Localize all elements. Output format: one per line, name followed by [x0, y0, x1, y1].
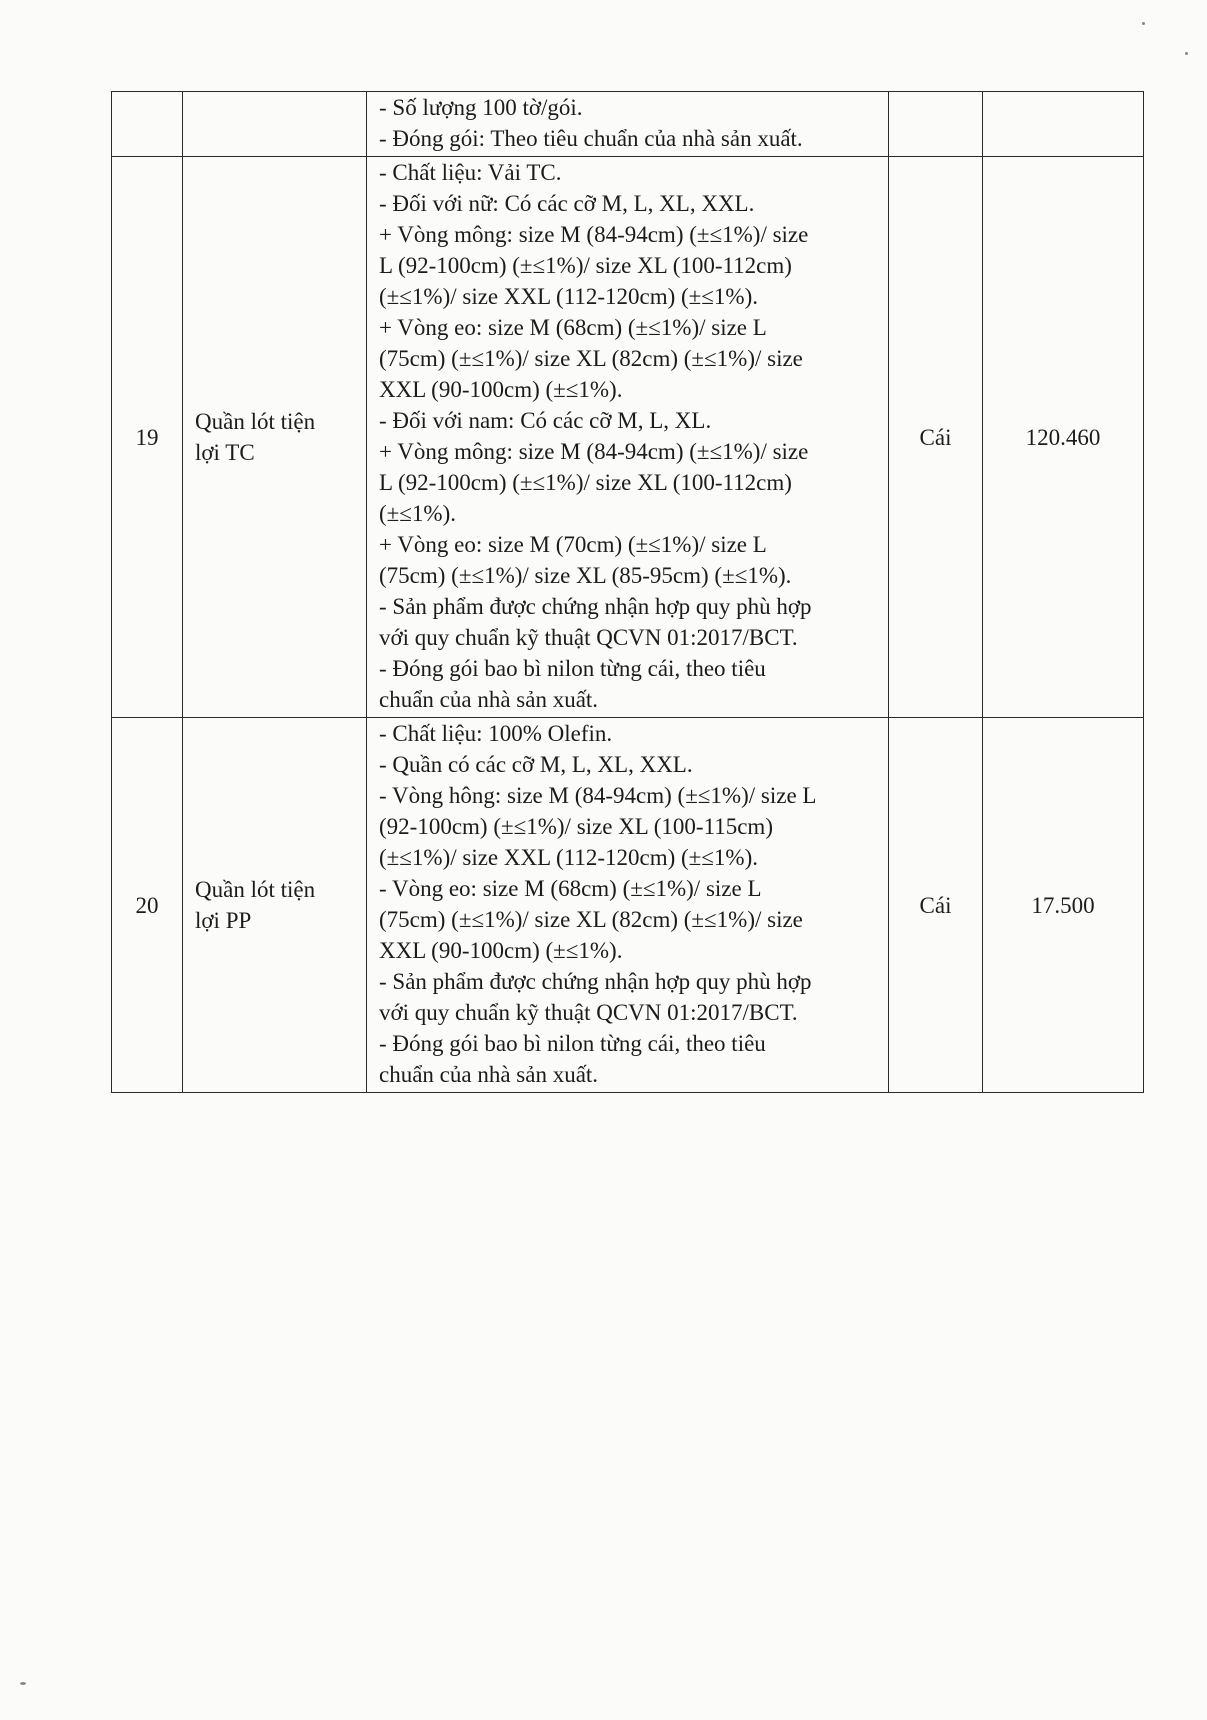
table-row	[112, 92, 1144, 157]
stt-cell	[112, 92, 183, 157]
spec-line: - Quần có các cỡ M, L, XL, XXL.	[379, 752, 693, 777]
spec-line: L (92-100cm) (±≤1%)/ size XL (100-112cm)	[379, 253, 792, 278]
product-name-cell	[183, 718, 367, 1093]
unit-cell	[889, 92, 983, 157]
spec-line: - Đối với nam: Có các cỡ M, L, XL.	[379, 408, 712, 433]
unit-cell: Cái	[889, 157, 983, 718]
product-spec-table	[111, 91, 1144, 1093]
quantity-cell	[983, 92, 1144, 157]
spec-line: - Đóng gói bao bì nilon từng cái, theo tiêu	[379, 1031, 766, 1056]
spec-line: (±≤1%).	[379, 501, 456, 526]
spec-line: - Vòng hông: size M (84-94cm) (±≤1%)/ size L	[379, 783, 817, 808]
quantity-cell: 120.460	[983, 157, 1144, 718]
spec-cell	[367, 92, 889, 157]
spec-line: - Đối với nữ: Có các cỡ M, L, XL, XXL.	[379, 191, 755, 216]
scan-speck	[1185, 52, 1188, 55]
spec-line: + Vòng eo: size M (70cm) (±≤1%)/ size L	[379, 532, 767, 557]
product-name-line: lợi PP	[195, 908, 252, 933]
spec-line: - Đóng gói bao bì nilon từng cái, theo tiêu	[379, 656, 766, 681]
scan-speck	[1142, 22, 1145, 25]
stt-cell: 20	[112, 718, 183, 1093]
spec-line: + Vòng mông: size M (84-94cm) (±≤1%)/ size	[379, 222, 809, 247]
product-name-line: lợi TC	[195, 440, 255, 465]
product-name-cell	[183, 92, 367, 157]
spec-line: (75cm) (±≤1%)/ size XL (82cm) (±≤1%)/ size	[379, 907, 803, 932]
scan-speck	[20, 1682, 26, 1685]
table-row	[112, 157, 1144, 718]
spec-line: - Sản phẩm được chứng nhận hợp quy phù hợp	[379, 594, 812, 619]
table-body	[112, 92, 1144, 1093]
stt-cell: 19	[112, 157, 183, 718]
spec-line: với quy chuẩn kỹ thuật QCVN 01:2017/BCT.	[379, 1000, 798, 1025]
product-name-cell	[183, 157, 367, 718]
spec-line: chuẩn của nhà sản xuất.	[379, 687, 599, 712]
spec-line: + Vòng mông: size M (84-94cm) (±≤1%)/ size	[379, 439, 809, 464]
product-name-line: Quần lót tiện	[195, 409, 316, 434]
product-name-line: Quần lót tiện	[195, 877, 316, 902]
quantity-cell: 17.500	[983, 718, 1144, 1093]
spec-line: (±≤1%)/ size XXL (112-120cm) (±≤1%).	[379, 284, 758, 309]
spec-line: với quy chuẩn kỹ thuật QCVN 01:2017/BCT.	[379, 625, 798, 650]
spec-line: (±≤1%)/ size XXL (112-120cm) (±≤1%).	[379, 845, 758, 870]
unit-cell: Cái	[889, 718, 983, 1093]
spec-line: - Sản phẩm được chứng nhận hợp quy phù hợp	[379, 969, 812, 994]
spec-line: (75cm) (±≤1%)/ size XL (85-95cm) (±≤1%).	[379, 563, 792, 588]
table-row	[112, 718, 1144, 1093]
spec-line: - Chất liệu: Vải TC.	[379, 160, 562, 185]
spec-line: L (92-100cm) (±≤1%)/ size XL (100-112cm)	[379, 470, 792, 495]
spec-cell	[367, 157, 889, 718]
spec-line: - Số lượng 100 tờ/gói.	[379, 95, 583, 120]
spec-line: (75cm) (±≤1%)/ size XL (82cm) (±≤1%)/ size	[379, 346, 803, 371]
spec-line: - Chất liệu: 100% Olefin.	[379, 721, 613, 746]
spec-line: (92-100cm) (±≤1%)/ size XL (100-115cm)	[379, 814, 773, 839]
spec-line: - Vòng eo: size M (68cm) (±≤1%)/ size L	[379, 876, 762, 901]
spec-line: chuẩn của nhà sản xuất.	[379, 1062, 599, 1087]
spec-line: - Đóng gói: Theo tiêu chuẩn của nhà sản xuất.	[379, 126, 803, 151]
spec-line: XXL (90-100cm) (±≤1%).	[379, 377, 623, 402]
spec-line: XXL (90-100cm) (±≤1%).	[379, 938, 623, 963]
spec-line: + Vòng eo: size M (68cm) (±≤1%)/ size L	[379, 315, 767, 340]
spec-cell	[367, 718, 889, 1093]
